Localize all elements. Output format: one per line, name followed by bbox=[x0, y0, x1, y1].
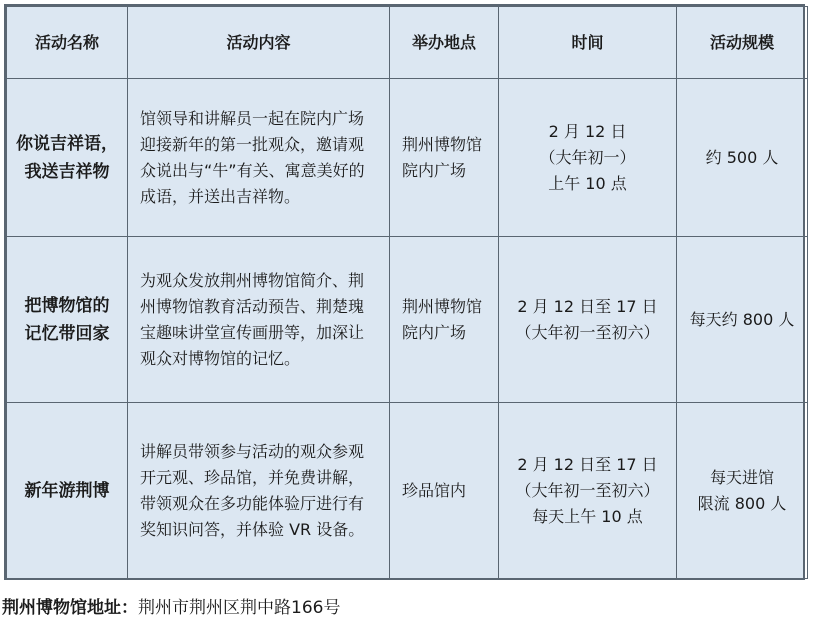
address-value: 荆州市荆州区荆中路166号 bbox=[138, 598, 341, 618]
table-header-row bbox=[7, 7, 808, 79]
table-row bbox=[7, 237, 808, 403]
time-cell: 2 月 12 日 （大年初一） 上午 10 点 bbox=[499, 79, 677, 237]
time-cell: 2 月 12 日至 17 日 （大年初一至初六） bbox=[499, 237, 677, 403]
header-activity-name: 活动名称 bbox=[7, 7, 128, 79]
activity-table bbox=[6, 6, 808, 579]
museum-address-line bbox=[2, 596, 802, 620]
activity-content-cell: 为观众发放荆州博物馆简介、荆州博物馆教育活动预告、荆楚瑰宝趣味讲堂宣传画册等，加深让观众对博物馆的记忆。 bbox=[128, 237, 390, 403]
venue-cell: 荆州博物馆 院内广场 bbox=[390, 79, 499, 237]
header-activity-content: 活动内容 bbox=[128, 7, 390, 79]
header-scale: 活动规模 bbox=[677, 7, 808, 79]
header-time: 时间 bbox=[499, 7, 677, 79]
scale-cell: 每天进馆 限流 800 人 bbox=[677, 403, 808, 579]
venue-cell: 珍品馆内 bbox=[390, 403, 499, 579]
scale-cell: 约 500 人 bbox=[677, 79, 808, 237]
header-venue: 举办地点 bbox=[390, 7, 499, 79]
venue-cell: 荆州博物馆 院内广场 bbox=[390, 237, 499, 403]
activity-content-cell: 讲解员带领参与活动的观众参观开元观、珍品馆，并免费讲解，带领观众在多功能体验厅进行有奖知识问答，并体验 VR 设备。 bbox=[128, 403, 390, 579]
address-label: 荆州博物馆地址： bbox=[2, 598, 138, 618]
time-cell: 2 月 12 日至 17 日 （大年初一至初六） 每天上午 10 点 bbox=[499, 403, 677, 579]
table-row bbox=[7, 403, 808, 579]
scale-cell: 每天约 800 人 bbox=[677, 237, 808, 403]
activity-content-cell: 馆领导和讲解员一起在院内广场迎接新年的第一批观众，邀请观众说出与“牛”有关、寓意美好的成语，并送出吉祥物。 bbox=[128, 79, 390, 237]
activity-name-cell: 新年游荆博 bbox=[7, 403, 128, 579]
activity-name-cell: 把博物馆的 记忆带回家 bbox=[7, 237, 128, 403]
activity-name-cell: 你说吉祥语， 我送吉祥物 bbox=[7, 79, 128, 237]
activity-table-container bbox=[4, 4, 805, 580]
table-row bbox=[7, 79, 808, 237]
